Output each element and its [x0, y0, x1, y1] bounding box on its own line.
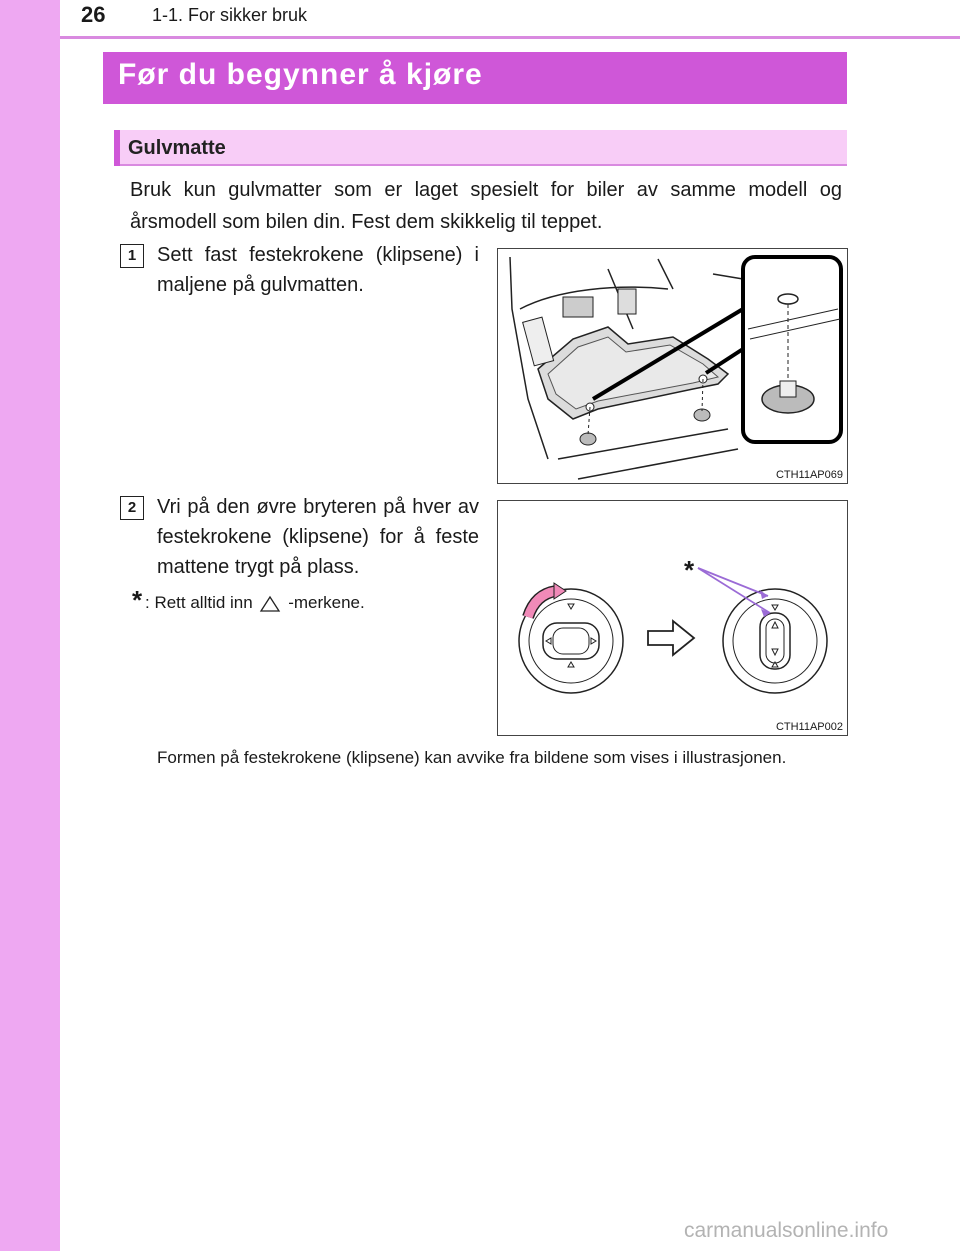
subsection-accent: [114, 130, 120, 166]
triangle-mark-icon: [259, 595, 281, 613]
figure-clip-rotation: [497, 500, 848, 736]
figure-floor-mat: [497, 248, 848, 484]
note-text: [145, 593, 365, 613]
step-number-1: 1: [120, 244, 144, 268]
bottom-note: Formen på festekrokene (klipsene) kan avvike fra bildene som vises i illustrasjonen.: [157, 748, 787, 767]
note-asterisk: *: [132, 585, 143, 615]
clip-rotation-illustration: [498, 501, 847, 735]
page-number: 26: [81, 2, 106, 27]
step-text-1: Sett fast festekrokene (klipsene) i maljene på gulvmatten.: [157, 244, 479, 296]
intro-paragraph: Bruk kun gulvmatter som er laget spesielt for biler av samme modell og årsmodell som bilen din. Fest dem skikkelig til teppet.: [130, 179, 842, 233]
figure-code: CTH11AP002: [775, 721, 843, 733]
section-label: 1-1. For sikker bruk: [152, 5, 308, 25]
note-prefix: : Rett alltid inn: [145, 593, 253, 612]
note-suffix: -merkene.: [288, 593, 365, 612]
page-title: Før du begynner å kjøre: [118, 58, 483, 91]
subsection-title: Gulvmatte: [128, 137, 226, 159]
step-number-2: 2: [120, 496, 144, 520]
side-tab-bar: [0, 0, 60, 1251]
watermark: carmanualsonline.info: [684, 1219, 889, 1242]
step-text-2: Vri på den øvre bryteren på hver av festekrokene (klipsene) for å feste mattene trygt på plass.: [157, 496, 479, 578]
figure-code: CTH11AP069: [775, 469, 843, 481]
header-rule: [60, 36, 960, 39]
floor-mat-illustration: [498, 249, 847, 483]
figure-asterisk: *: [684, 555, 695, 585]
